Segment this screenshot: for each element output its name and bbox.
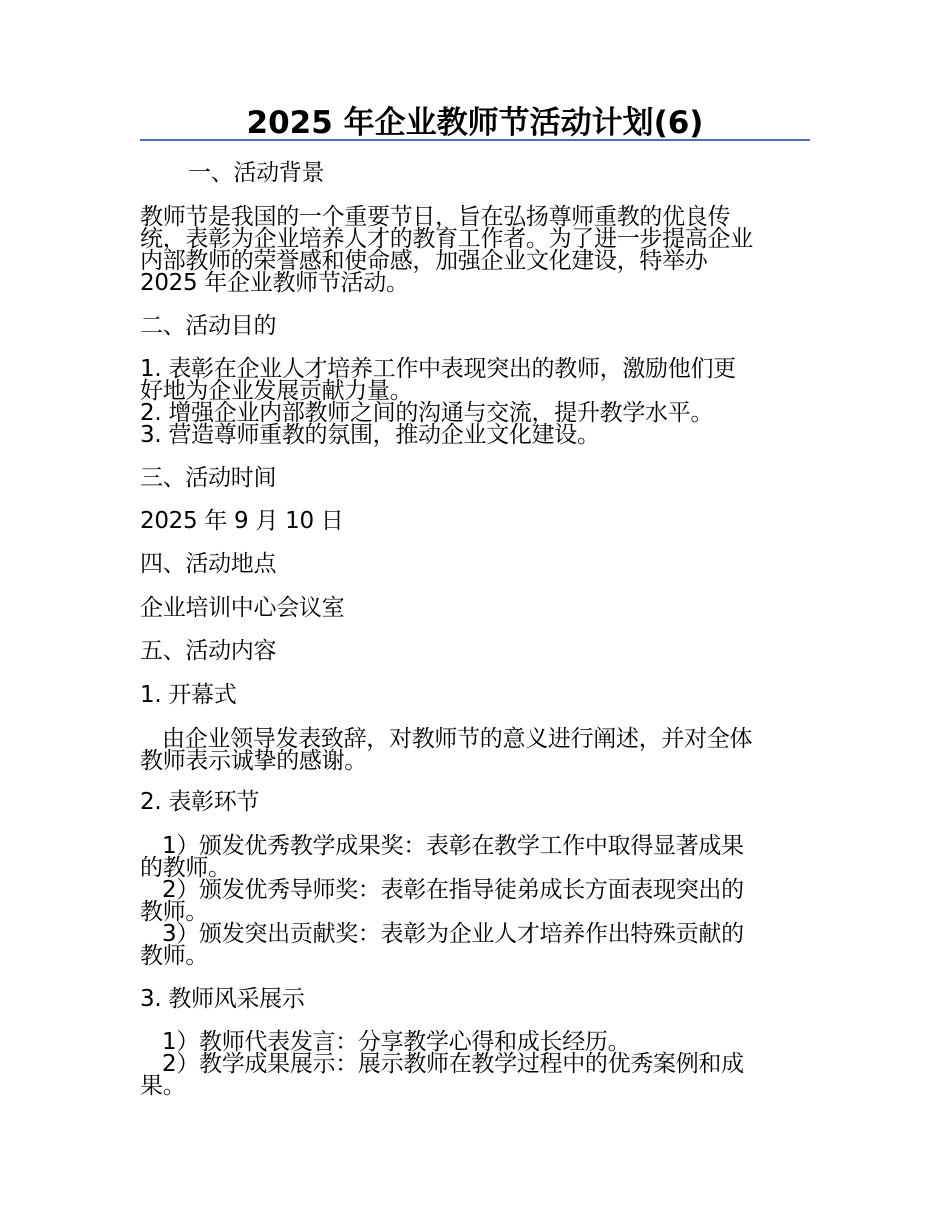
location-value: 企业培训中心会议室: [140, 595, 345, 621]
list-item: 教师。: [140, 943, 209, 969]
paragraph-line: 2025 年企业教师节活动。: [140, 270, 409, 296]
subsection-heading-showcase: 3. 教师风采展示: [140, 986, 305, 1012]
document-title: 2025 年企业教师节活动计划(6): [246, 105, 704, 141]
paragraph-line: 统，表彰为企业培养人才的教育工作者。为了进一步提高企业: [140, 226, 753, 252]
list-item: 1）颁发优秀教学成果奖：表彰在教学工作中取得显著成果: [162, 833, 744, 859]
list-item: 2）教学成果展示：展示教师在教学过程中的优秀案例和成: [162, 1051, 744, 1077]
section-heading-purpose: 二、活动目的: [140, 313, 277, 339]
list-item: 1）教师代表发言：分享教学心得和成长经历。: [162, 1029, 631, 1055]
list-item: 1. 表彰在企业人才培养工作中表现突出的教师，激励他们更: [140, 356, 736, 382]
paragraph-line: 教师表示诚挚的感谢。: [140, 748, 368, 774]
title-underline: [140, 139, 810, 141]
list-item: 的教师。: [140, 855, 231, 881]
list-item: 2. 增强企业内部教师之间的沟通与交流，提升教学水平。: [140, 400, 714, 426]
section-heading-background: 一、活动背景: [188, 160, 325, 186]
time-value: 2025 年 9 月 10 日: [140, 508, 344, 534]
purpose-list: [140, 358, 810, 446]
section-heading-content: 五、活动内容: [140, 638, 277, 664]
awards-list: [140, 835, 810, 967]
showcase-list: [140, 1031, 810, 1097]
paragraph-line: 教师节是我国的一个重要节日，旨在弘扬尊师重教的优良传: [140, 204, 731, 230]
background-paragraph: [140, 206, 810, 294]
paragraph-line: 由企业领导发表致辞，对教师节的意义进行阐述，并对全体: [162, 726, 753, 752]
section-heading-time: 三、活动时间: [140, 465, 277, 491]
list-item: 3. 营造尊师重教的氛围，推动企业文化建设。: [140, 422, 600, 448]
paragraph-line: 内部教师的荣誉感和使命感，加强企业文化建设，特举办: [140, 248, 708, 274]
subsection-heading-opening: 1. 开幕式: [140, 682, 237, 708]
list-item: 教师。: [140, 899, 209, 925]
opening-paragraph: [140, 728, 810, 772]
section-heading-location: 四、活动地点: [140, 551, 277, 577]
list-item: 果。: [140, 1073, 186, 1099]
subsection-heading-awards: 2. 表彰环节: [140, 789, 260, 815]
list-item: 好地为企业发展贡献力量。: [140, 378, 413, 404]
list-item: 2）颁发优秀导师奖：表彰在指导徒弟成长方面表现突出的: [162, 877, 744, 903]
list-item: 3）颁发突出贡献奖：表彰为企业人才培养作出特殊贡献的: [162, 921, 744, 947]
